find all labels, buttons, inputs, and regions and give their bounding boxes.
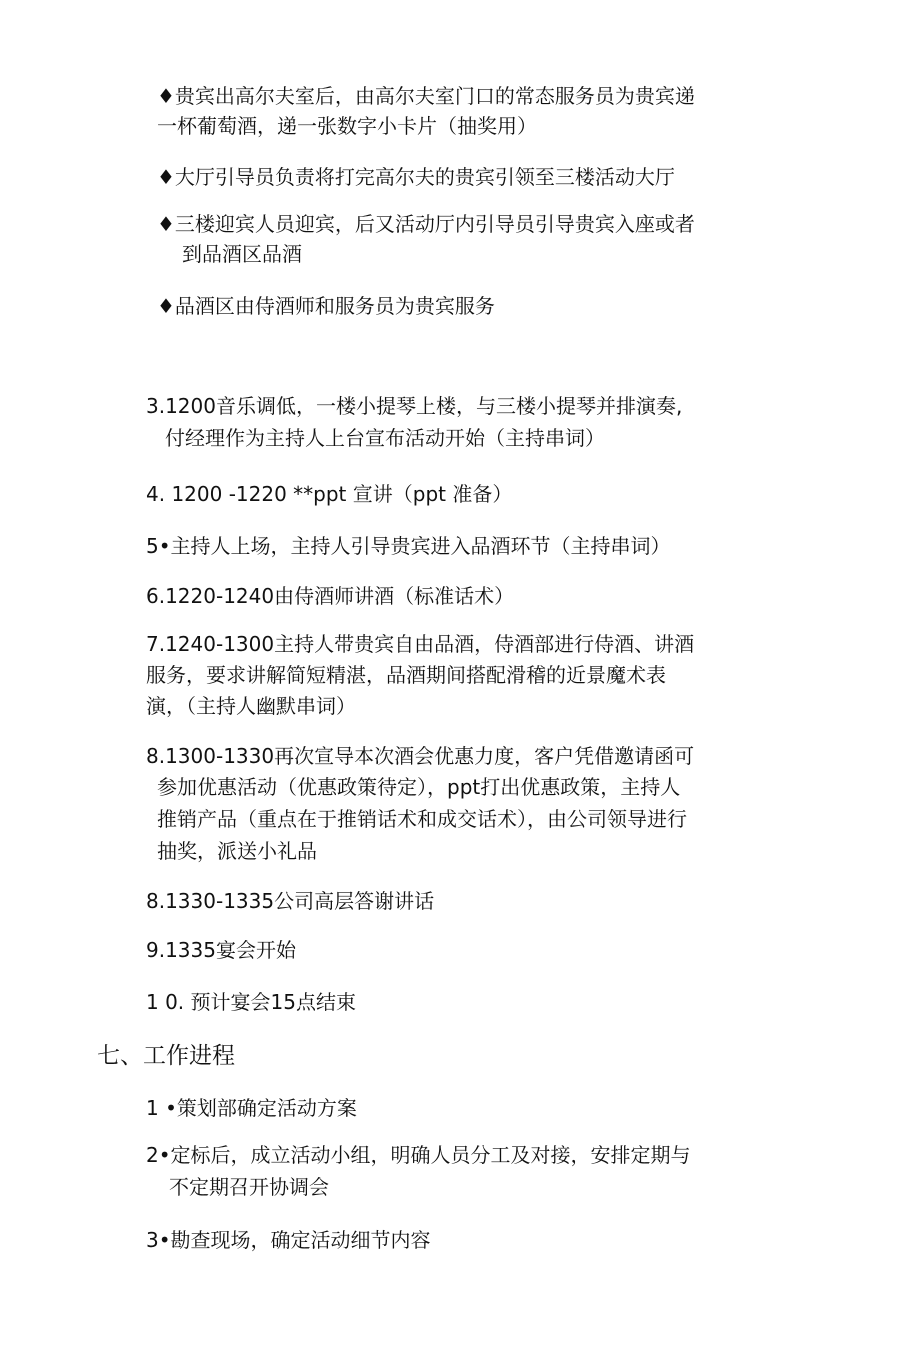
progress-2-line-2: 不定期召开协调会 xyxy=(169,1175,329,1199)
schedule-8a-line-2: 参加优惠活动（优惠政策待定），ppt打出优惠政策，主持人 xyxy=(157,775,681,799)
schedule-7-line-2: 服务，要求讲解简短精湛，品酒期间搭配滑稽的近景魔术表 xyxy=(146,663,666,687)
schedule-4-line-1: 4. 1200 -1220 **ppt 宣讲（ppt 准备） xyxy=(146,482,513,506)
schedule-9-line-1: 9.1335宴会开始 xyxy=(146,938,296,962)
progress-2-line-1: 2•定标后，成立活动小组，明确人员分工及对接，安排定期与 xyxy=(146,1143,691,1167)
schedule-8a-line-3: 推销产品（重点在于推销话术和成交话术），由公司领导进行 xyxy=(157,807,687,831)
schedule-8b-line-1: 8.1330-1335公司高层答谢讲话 xyxy=(146,889,435,913)
bullet-1-line-2: 一杯葡萄酒，递一张数字小卡片（抽奖用） xyxy=(157,114,537,138)
schedule-3-line-2: 付经理作为主持人上台宣布活动开始（主持串词） xyxy=(165,426,605,450)
schedule-7-line-3: 演，（主持人幽默串词） xyxy=(146,694,356,718)
bullet-3-line-1: ♦三楼迎宾人员迎宾，后又活动厅内引导员引导贵宾入座或者 xyxy=(157,212,695,236)
schedule-5-line-1: 5•主持人上场，主持人引导贵宾进入品酒环节（主持串词） xyxy=(146,534,671,558)
schedule-8a-line-1: 8.1300-1330再次宣导本次酒会优惠力度，客户凭借邀请函可 xyxy=(146,744,695,768)
bullet-3-line-2: 到品酒区品酒 xyxy=(182,242,302,266)
progress-1-line-1: 1 •策划部确定活动方案 xyxy=(146,1096,357,1120)
schedule-10-line-1: 1 0. 预计宴会15点结束 xyxy=(146,990,356,1014)
schedule-3-line-1: 3.1200音乐调低，一楼小提琴上楼，与三楼小提琴并排演奏, xyxy=(146,394,683,418)
schedule-7-line-1: 7.1240-1300主持人带贵宾自由品酒，侍酒部进行侍酒、讲酒 xyxy=(146,632,695,656)
bullet-1-line-1: ♦贵宾出高尔夫室后，由高尔夫室门口的常态服务员为贵宾递 xyxy=(157,84,695,108)
section-title: 七、工作进程 xyxy=(97,1043,235,1069)
bullet-4-line-1: ♦品酒区由侍酒师和服务员为贵宾服务 xyxy=(157,294,495,318)
bullet-2-line-1: ♦大厅引导员负责将打完高尔夫的贵宾引领至三楼活动大厅 xyxy=(157,165,675,189)
progress-3-line-1: 3•勘查现场，确定活动细节内容 xyxy=(146,1228,431,1252)
schedule-8a-line-4: 抽奖，派送小礼品 xyxy=(157,839,317,863)
schedule-6-line-1: 6.1220-1240由侍酒师讲酒（标准话术） xyxy=(146,584,515,608)
